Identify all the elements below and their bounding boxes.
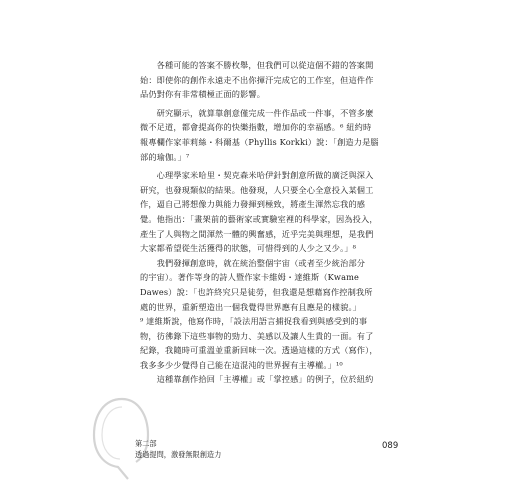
text-line: 覺。他指出：「畫架前的藝術家或實驗室裡的科學家，因為投入，	[140, 213, 378, 224]
text-line: 研究顯示，就算靠創意僅完成一件作品或一件事，不管多麼	[140, 107, 374, 118]
text-line: 紀錄，我隨時可重溫並重新回味一次。透過這樣的方式（寫作），	[140, 345, 378, 356]
text-line: 我多多少少覺得自己能在這混沌的世界握有主導權。」¹⁰	[140, 359, 343, 370]
text-line: 物，彷彿錄下這些事物的勁力、美感以及讓人生貴的一面。有了	[140, 330, 374, 341]
text-line: 各種可能的答案不勝枚舉，但我們可以從這個不錯的答案開	[140, 60, 374, 70]
large-letter-q-icon	[88, 395, 152, 481]
text-line: 大家都希望從生活獲得的狀態，可惜得到的人少之又少。」⁸	[140, 243, 357, 254]
paragraph-2	[140, 106, 402, 164]
text-line: 品仍對你有非常積極正面的影響。	[140, 89, 266, 100]
text-line: 這種靠創作拾回「主導權」或「掌控感」的例子，位於紐約	[140, 374, 374, 385]
text-line: 處的世界，重新塑造出一個我覺得世界應有且應是的樣貌。」	[140, 301, 362, 312]
paragraph-4	[140, 256, 402, 373]
paragraph-1	[140, 58, 402, 102]
body-text	[140, 58, 402, 387]
text-line: 我們發揮創意時，就在統治整個宇宙（或者至少統治部分	[140, 257, 366, 268]
text-line: 部的瑜伽。」⁷	[140, 151, 190, 162]
paragraph-5	[140, 372, 402, 387]
footer-part-label: 第二部	[135, 439, 157, 448]
text-line: ⁹ 達維斯說，他寫作時，「設法用語言捕捉我看到與感受到的事	[140, 316, 368, 327]
paragraph-3	[140, 168, 402, 256]
text-line: 心理學家米哈里・契克森米哈伊針對創意所做的廣泛與深入	[140, 170, 374, 181]
text-line: 始：即使你的創作永遠走不出你揮汗完成它的工作室，但這件作	[140, 74, 374, 85]
text-line: 微不足道，都會提高你的快樂指數，增加你的幸福感。⁶ 紐約時	[140, 122, 372, 133]
text-line: 研究，也發現類似的結果。他發現，人只要全心全意投入某個工	[140, 184, 374, 195]
text-line: 報專欄作家菲莉絲・科爾基（Phyllis Korkki）說：「創造力是腦	[140, 136, 379, 147]
page-number: 089	[382, 441, 399, 451]
footer-section-title: 透過提問，激發無限創造力	[135, 450, 222, 459]
text-line: 產生了人與物之間渾然一體的興奮感，近乎完美與理想，是我們	[140, 228, 374, 239]
text-line: 作，逼自己將想像力與能力發揮到極致，將產生渾然忘我的感	[140, 199, 366, 210]
text-line: Dawes）說：「也許終究只是徒勞，但我還是想藉寫作控制我所	[140, 286, 373, 297]
text-line: 的宇宙）。著作等身的詩人暨作家卡維姆・達維斯（Kwame	[140, 272, 360, 283]
